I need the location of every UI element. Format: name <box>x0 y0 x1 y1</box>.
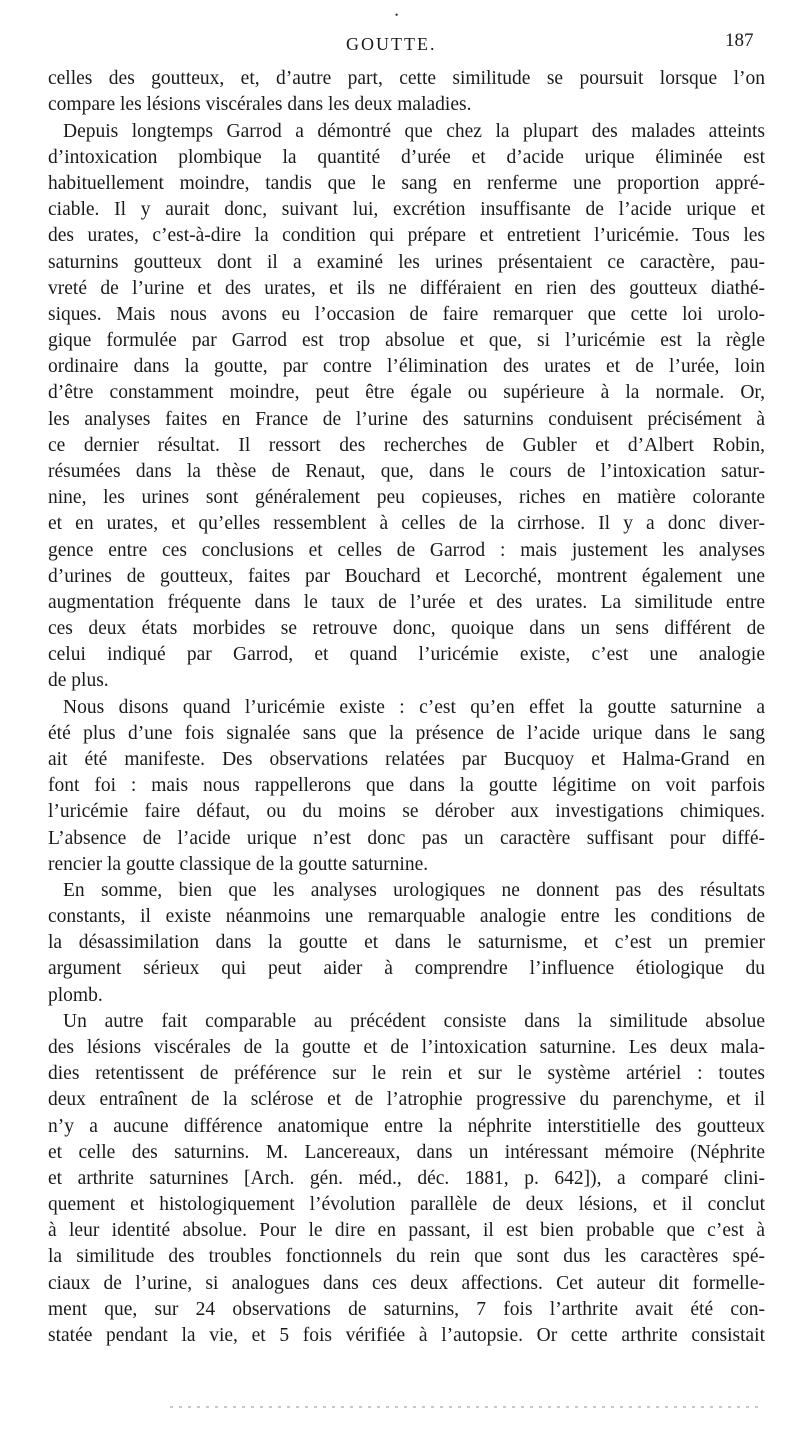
bleed-through-dots <box>170 1406 760 1408</box>
text-line: ait été manifeste. Des observations relatées par Bucquoy et Halma-Grand en <box>48 749 765 770</box>
text-line: Nous disons quand l’uricémie existe : c’est qu’en effet la goutte saturnine a <box>63 697 765 718</box>
text-line: nine, les urines sont généralement peu copieuses, riches en matière colorante <box>48 487 765 508</box>
text-line: été plus d’une fois signalée sans que la présence de l’acide urique dans le sang <box>48 723 765 744</box>
running-head: GOUTTE. <box>346 34 437 54</box>
text-line: d’intoxication plombique la quantité d’urée et d’acide urique éliminée est <box>48 147 765 168</box>
text-line: gence entre ces conclusions et celles de Garrod : mais justement les analyses <box>48 540 765 561</box>
text-line: argument sérieux qui peut aider à comprendre l’influence étiologique du <box>48 958 765 979</box>
text-line: à leur identité absolue. Pour le dire en passant, il est bien probable que c’est à <box>48 1220 765 1241</box>
text-line: l’uricémie faire défaut, ou du moins se dérober aux investigations chimiques. <box>48 801 765 822</box>
text-line: la similitude des troubles fonctionnels du rein que sont dus les caractères spé- <box>48 1246 765 1267</box>
text-line: font foi : mais nous rappellerons que dans la goutte légitime on voit parfois <box>48 775 765 796</box>
text-line: et arthrite saturnines [Arch. gén. méd., déc. 1881, p. 642]), a comparé clini- <box>48 1168 765 1189</box>
top-mark: • <box>395 10 399 20</box>
text-line: dies retentissent de préférence sur le rein et sur le système artériel : toutes <box>48 1063 765 1084</box>
text-line: résumées dans la thèse de Renaut, que, dans le cours de l’intoxication satur- <box>48 461 765 482</box>
text-line: L’absence de l’acide urique n’est donc pas un caractère suffisant pour diffé- <box>48 828 765 849</box>
text-line: Depuis longtemps Garrod a démontré que chez la plupart des malades atteints <box>63 121 765 142</box>
text-line: la désassimilation dans la goutte et dans le saturnisme, et c’est un premier <box>48 932 765 953</box>
text-line: n’y a aucune différence anatomique entre la néphrite interstitielle des goutteux <box>48 1116 765 1137</box>
text-line: habituellement moindre, tandis que le sang en renferme une proportion appré- <box>48 173 765 194</box>
text-line: En somme, bien que les analyses urologiques ne donnent pas des résultats <box>63 880 765 901</box>
text-line: ciaux de l’urine, si analogues dans ces deux affections. Cet auteur dit formelle- <box>48 1273 765 1294</box>
text-line: d’urines de goutteux, faites par Bouchard et Lecorché, montrent également une <box>48 566 765 587</box>
text-line: rencier la goutte classique de la goutte saturnine. <box>48 854 429 875</box>
text-line: gique formulée par Garrod est trop absolue et que, si l’uricémie est la règle <box>48 330 765 351</box>
text-line: ordinaire dans la goutte, par contre l’élimination des urates et de l’urée, loin <box>48 356 765 377</box>
text-line: statée pendant la vie, et 5 fois vérifiée à l’autopsie. Or cette arthrite consistait <box>48 1325 765 1346</box>
text-line: les analyses faites en France de l’urine des saturnins conduisent précisément à <box>48 409 765 430</box>
text-line: vreté de l’urine et des urates, et ils ne différaient en rien des goutteux diathé- <box>48 278 765 299</box>
text-line: augmentation fréquente dans le taux de l’urée et des urates. La similitude entre <box>48 592 765 613</box>
text-line: ciable. Il y aurait donc, suivant lui, excrétion insuffisante de l’acide urique et <box>48 199 765 220</box>
text-line: des lésions viscérales de la goutte et de l’intoxication saturnine. Les deux mala- <box>48 1037 765 1058</box>
text-line: ce dernier résultat. Il ressort des recherches de Gubler et d’Albert Robin, <box>48 435 765 456</box>
text-line: siques. Mais nous avons eu l’occasion de faire remarquer que cette loi urolo- <box>48 304 765 325</box>
text-line: compare les lésions viscérales dans les deux maladies. <box>48 94 472 115</box>
text-line: celles des goutteux, et, d’autre part, cette similitude se poursuit lorsque l’on <box>48 68 765 89</box>
text-line: saturnins goutteux dont il a examiné les urines présentaient ce caractère, pau- <box>48 252 765 273</box>
text-line: Un autre fait comparable au précédent consiste dans la similitude absolue <box>63 1011 765 1032</box>
text-line: des urates, c’est-à-dire la condition qui prépare et entretient l’uricémie. Tous les <box>48 225 765 246</box>
text-line: plomb. <box>48 985 103 1006</box>
text-line: d’être constamment moindre, peut être égale ou supérieure à la normale. Or, <box>48 382 765 403</box>
text-line: ces deux états morbides se retrouve donc, quoique dans un sens différent de <box>48 618 765 639</box>
text-line: celui indiqué par Garrod, et quand l’uricémie existe, c’est une analogie <box>48 644 765 665</box>
text-line: deux entraînent de la sclérose et de l’atrophie progressive du parenchyme, et il <box>48 1089 765 1110</box>
text-line: constants, il existe néanmoins une remarquable analogie entre les conditions de <box>48 906 765 927</box>
text-line: et celle des saturnins. M. Lancereaux, dans un intéressant mémoire (Néphrite <box>48 1142 765 1163</box>
page-number: 187 <box>725 30 754 51</box>
text-line: et en urates, et qu’elles ressemblent à celles de la cirrhose. Il y a donc diver- <box>48 513 765 534</box>
text-line: ment que, sur 24 observations de saturnins, 7 fois l’arthrite avait été con- <box>48 1299 765 1320</box>
text-line: de plus. <box>48 670 109 691</box>
text-line: quement et histologiquement l’évolution parallèle de deux lésions, et il conclut <box>48 1194 765 1215</box>
